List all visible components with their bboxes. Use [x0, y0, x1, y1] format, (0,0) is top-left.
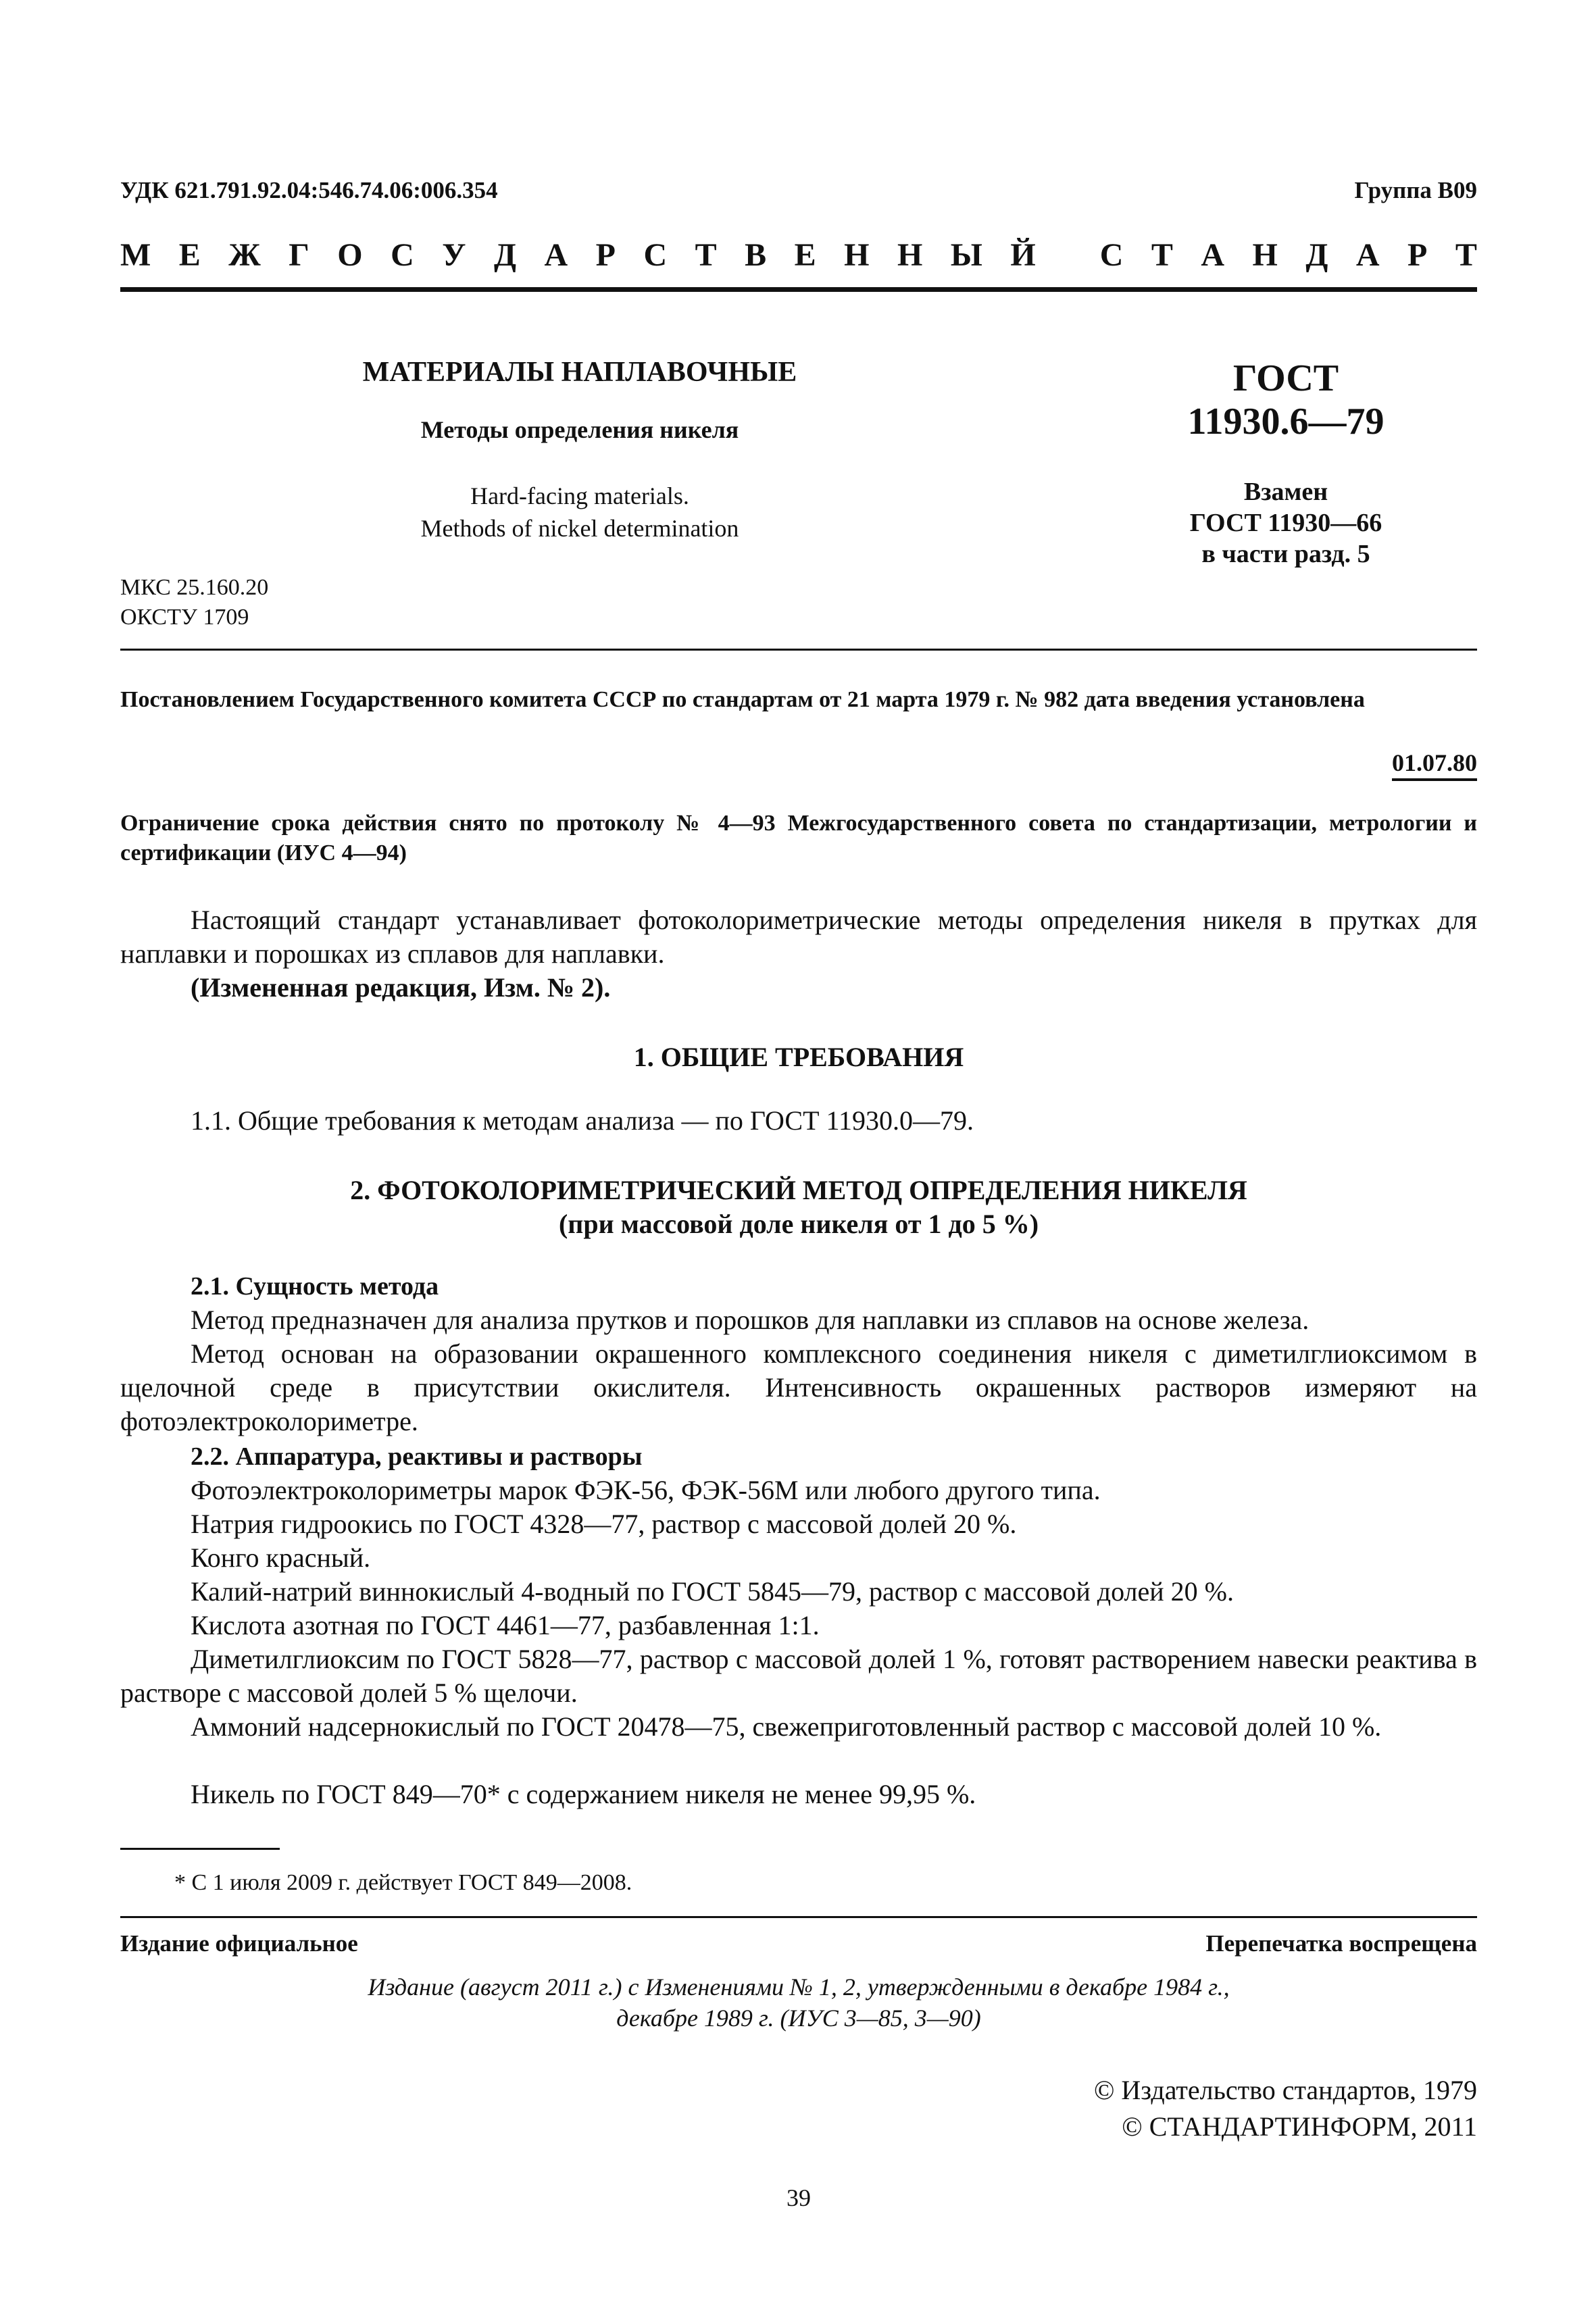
edition-note — [120, 1971, 1477, 2034]
edition-line: декабре 1989 г. (ИУС 3—85, 3—90) — [616, 2005, 981, 2032]
amendment-note: (Измененная редакция, Изм. № 2). — [191, 972, 611, 1003]
banner-letter: Т — [1455, 237, 1477, 273]
banner-letter: Н — [1252, 237, 1278, 273]
banner-letter: А — [1355, 237, 1380, 273]
replaces-block — [1164, 476, 1407, 570]
banner-letter: С — [1099, 237, 1124, 273]
copyright-block — [1094, 2072, 1477, 2145]
replaces-line: ГОСТ 11930—66 — [1189, 509, 1382, 537]
reagent-ammonium: Аммоний надсернокислый по ГОСТ 20478—75, свежеприготовленный раствор с массовой долей 10 %. — [191, 1711, 1382, 1742]
banner-letter: Т — [695, 237, 717, 273]
banner-letter: Д — [493, 237, 517, 273]
subsection-2-1-p2: Метод основан на образовании окрашенного комплексного соединения никеля с диметилглиоксимом в щелочной среде в присутствии окислителя. Интенсивность окрашенных растворов измеряют на фотоэлектроколориметре. — [120, 1338, 1477, 1436]
mks-code: МКС 25.160.20 — [120, 575, 269, 600]
section-2-heading — [120, 1174, 1477, 1241]
section-2-subtitle: (при массовой доле никеля от 1 до 5 %) — [558, 1209, 1039, 1239]
section-1-heading: 1. ОБЩИЕ ТРЕБОВАНИЯ — [633, 1042, 964, 1072]
banner-letter: О — [337, 237, 363, 273]
banner-letter: Р — [595, 237, 616, 273]
section-1-1: 1.1. Общие требования к методам анализа — по ГОСТ 11930.0—79. — [191, 1105, 974, 1136]
banner-letter: А — [1201, 237, 1225, 273]
reagent-item: Фотоэлектроколориметры марок ФЭК-56, ФЭК-56М или любого другого типа. — [191, 1475, 1101, 1505]
banner-letter: С — [643, 237, 668, 273]
reagent-nickel: Никель по ГОСТ 849—70* с содержанием никеля не менее 99,95 %. — [191, 1779, 976, 1809]
replaces-line: Взамен — [1243, 478, 1328, 506]
banner-letter: Т — [1151, 237, 1173, 273]
banner-letter: Г — [289, 237, 309, 273]
reagent-dimethylglyoxime: Диметилглиоксим по ГОСТ 5828—77, раствор с массовой долей 1 %, готовят растворением навески реактива в растворе с массовой долей 5 % щелочи. — [120, 1644, 1477, 1708]
udk-code: УДК 621.791.92.04:546.74.06:006.354 — [120, 177, 498, 203]
reagent-item: Кислота азотная по ГОСТ 4461—77, разбавленная 1:1. — [191, 1610, 820, 1640]
subsection-2-1-p1: Метод предназначен для анализа прутков и порошков для наплавки из сплавов на основе железа. — [191, 1305, 1310, 1335]
subsection-2-2-title: 2.2. Аппаратура, реактивы и растворы — [191, 1442, 643, 1471]
banner-letter: М — [120, 237, 151, 273]
doc-title: МАТЕРИАЛЫ НАПЛАВОЧНЫЕ — [362, 357, 797, 388]
reprint-prohibited-label: Перепечатка воспрещена — [1205, 1930, 1477, 1957]
gost-number: 11930.6—79 — [1187, 401, 1385, 443]
intro-paragraph: Настоящий стандарт устанавливает фотоколориметрические методы определения никеля в прутках для наплавки и порошках из сплавов для наплавки. — [120, 905, 1477, 969]
footer-rule — [120, 1916, 1477, 1918]
copyright-line: © СТАНДАРТИНФОРМ, 2011 — [1122, 2111, 1477, 2142]
group-code: Группа В09 — [1354, 177, 1477, 203]
banner-letter: Ж — [228, 237, 261, 273]
okstu-code: ОКСТУ 1709 — [120, 605, 249, 630]
reagent-item: Калий-натрий виннокислый 4-водный по ГОСТ 5845—79, раствор с массовой долей 20 %. — [191, 1576, 1234, 1607]
gost-label: ГОСТ — [1232, 357, 1339, 399]
replaces-line: в части разд. 5 — [1201, 540, 1370, 568]
banner-letter: Ы — [950, 237, 982, 273]
subsection-2-1-title: 2.1. Сущность метода — [191, 1272, 439, 1301]
copyright-line: © Издательство стандартов, 1979 — [1093, 2075, 1477, 2105]
banner-letter: Н — [844, 237, 870, 273]
document-page — [120, 0, 1477, 2314]
restriction-text: Ограничение срока действия снято по протоколу № 4—93 Межгосударственного совета по стандартизации, метрологии и сертификации (ИУС 4—94) — [120, 811, 1477, 865]
banner-letter: Н — [897, 237, 923, 273]
footnote-rule — [120, 1848, 280, 1850]
footnote: * С 1 июля 2009 г. действует ГОСТ 849—2008. — [174, 1870, 632, 1895]
english-title — [323, 480, 837, 545]
english-title-line: Methods of nickel determination — [420, 515, 739, 542]
classification-codes — [120, 573, 268, 632]
reagent-item: Конго красный. — [191, 1542, 371, 1573]
page-number: 39 — [787, 2184, 811, 2211]
section-2-title: 2. ФОТОКОЛОРИМЕТРИЧЕСКИЙ МЕТОД ОПРЕДЕЛЕНИЯ НИКЕЛЯ — [350, 1175, 1247, 1205]
official-edition-label: Издание официальное — [120, 1930, 358, 1957]
standard-banner — [120, 236, 1477, 274]
header-rule — [120, 287, 1477, 292]
decree-text: Постановлением Государственного комитета СССР по стандартам от 21 марта 1979 г. № 982 дата введения установлена — [120, 687, 1365, 712]
english-title-line: Hard-facing materials. — [470, 482, 689, 509]
banner-letter: Й — [1010, 237, 1036, 273]
banner-gap — [1064, 236, 1072, 274]
banner-letter: Е — [794, 237, 816, 273]
banner-letter: Р — [1407, 237, 1428, 273]
banner-letter: Е — [178, 237, 201, 273]
banner-letter: С — [391, 237, 414, 273]
gost-number-block — [1164, 357, 1407, 443]
banner-letter: А — [544, 237, 568, 273]
doc-subtitle: Методы определения никеля — [420, 416, 739, 443]
introduction-date: 01.07.80 — [1392, 749, 1477, 781]
banner-letter: У — [442, 237, 466, 273]
banner-letter: В — [745, 237, 767, 273]
title-rule — [120, 649, 1477, 651]
edition-line: Издание (август 2011 г.) с Изменениями № 1, 2, утвержденными в декабре 1984 г., — [368, 1973, 1230, 2001]
reagent-item: Натрия гидроокись по ГОСТ 4328—77, раствор с массовой долей 20 %. — [191, 1509, 1017, 1539]
banner-letter: Д — [1305, 237, 1328, 273]
